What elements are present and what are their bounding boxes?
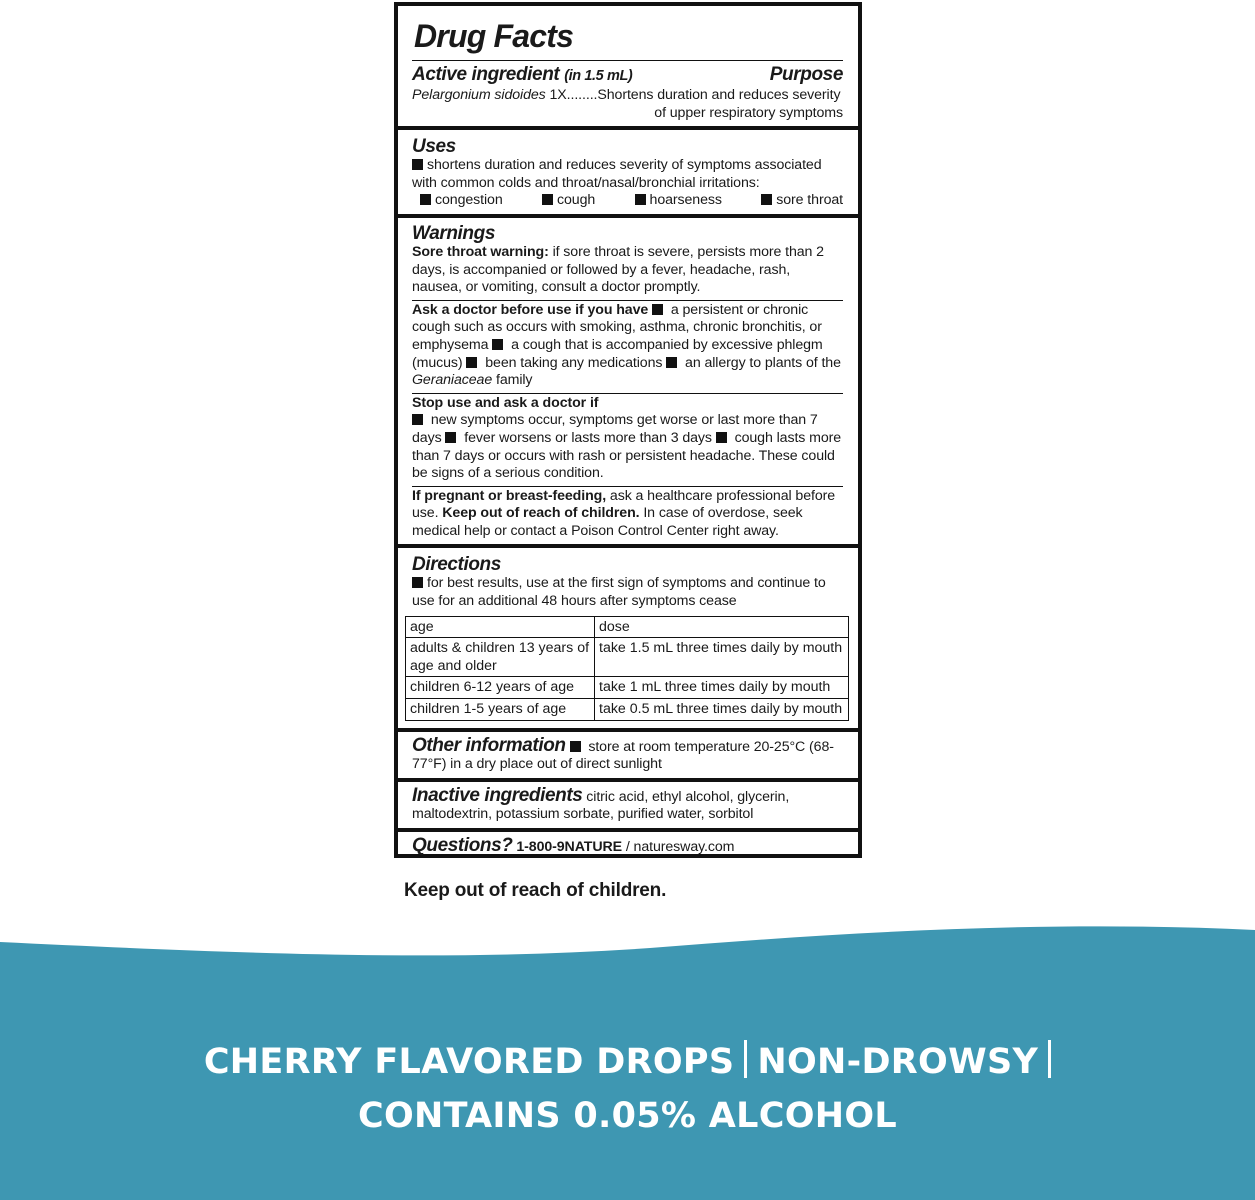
- table-cell-age: children 1-5 years of age: [406, 699, 595, 721]
- bullet-square-icon: [412, 577, 423, 588]
- questions-phone: 1-800-9NATURE: [512, 839, 623, 855]
- directions-section: [398, 548, 858, 731]
- active-heading-text: Active ingredient: [412, 64, 560, 85]
- plant-family: Geraniaceae: [412, 372, 493, 389]
- ingredient-strength: 1X........Shortens duration and reduces severity: [549, 87, 841, 103]
- table-cell-dose: take 0.5 mL three times daily by mouth: [595, 699, 849, 721]
- uses-heading: Uses: [412, 136, 456, 158]
- uses-item: [635, 192, 722, 210]
- table-header-cell: dose: [595, 616, 849, 638]
- bullet-square-icon: [492, 339, 503, 350]
- uses-item: [420, 192, 503, 210]
- table-cell-dose: take 1.5 mL three times daily by mouth: [595, 638, 849, 677]
- sore-throat-label: Sore throat warning:: [412, 243, 549, 260]
- uses-item: [761, 192, 843, 210]
- bullet-square-icon: [445, 432, 456, 443]
- active-amount: (in 1.5 mL): [564, 68, 633, 84]
- warnings-heading: Warnings: [412, 222, 496, 244]
- bullet-square-icon: [635, 194, 646, 205]
- bullet-square-icon: [716, 432, 727, 443]
- inactive-ingredients-heading: Inactive ingredients: [412, 784, 583, 806]
- stop-use-warning: [412, 393, 843, 483]
- other-information-section: [398, 732, 858, 782]
- overdose-text: In case of overdose, seek medical help or contact a Poison Control Center right away.: [412, 505, 803, 539]
- divider-bar: [744, 1040, 747, 1078]
- active-ingredient-section: [398, 6, 858, 130]
- directions-text: [412, 575, 843, 610]
- bullet-square-icon: [466, 357, 477, 368]
- inactive-ingredients-text: [412, 785, 843, 824]
- bullet-square-icon: [412, 159, 423, 170]
- warnings-section: [398, 218, 858, 549]
- questions-section: [398, 832, 858, 862]
- bullet-square-icon: [542, 194, 553, 205]
- banner-line-1: [0, 1035, 1255, 1089]
- pregnancy-text: ask a healthcare professional before use.: [412, 487, 836, 522]
- active-ingredient-heading: [412, 64, 632, 87]
- bullet-square-icon: [420, 194, 431, 205]
- ask-item: an allergy to plants of the: [681, 354, 841, 371]
- bullet-square-icon: [412, 414, 423, 425]
- ask-item: been taking any medications: [481, 354, 663, 371]
- banner-flavor-text: CHERRY FLAVORED DROPS: [203, 1042, 735, 1082]
- active-ingredient-line: [412, 87, 843, 105]
- stop-item: new symptoms occur, symptoms get worse or last more than 7 days: [412, 412, 818, 446]
- table-row: [406, 638, 849, 677]
- flavor-banner: [0, 1035, 1255, 1143]
- table-header-row: [406, 616, 849, 638]
- other-information-text: [412, 735, 843, 774]
- purpose-heading: Purpose: [769, 64, 843, 85]
- active-ingredient-header: [412, 64, 843, 87]
- other-information-heading: Other information: [412, 734, 566, 756]
- directions-heading: Directions: [412, 554, 501, 576]
- sore-throat-warning: [412, 244, 843, 297]
- bullet-square-icon: [761, 194, 772, 205]
- uses-item: [542, 192, 595, 210]
- ask-doctor-warning: [412, 300, 843, 390]
- table-row: [406, 699, 849, 721]
- stop-use-label: Stop use and ask a doctor if: [412, 394, 599, 411]
- uses-list: [412, 192, 843, 210]
- bullet-square-icon: [570, 741, 581, 752]
- table-cell-age: adults & children 13 years of age and older: [406, 638, 595, 677]
- ask-item: a persistent or chronic cough such as occurs with smoking, asthma, chronic bronchitis, or emphysema: [412, 301, 822, 353]
- other-information-body: store at room temperature 20-25°C (68-77°F) in a dry place out of direct sunlight: [412, 738, 834, 773]
- stop-item: fever worsens or lasts more than 3 days: [460, 429, 712, 446]
- keep-out-label: Keep out of reach of children.: [442, 505, 640, 522]
- ingredient-name: Pelargonium sidoides: [412, 87, 546, 103]
- questions-website: / naturesway.com: [622, 839, 735, 855]
- uses-section: [398, 130, 858, 218]
- ask-item: a cough that is accompanied by excessive phlegm (mucus): [412, 336, 823, 371]
- uses-item-label: cough: [557, 192, 596, 209]
- divider-bar: [1048, 1040, 1051, 1078]
- table-cell-dose: take 1 mL three times daily by mouth: [595, 677, 849, 699]
- inactive-ingredients-section: [398, 782, 858, 832]
- table-header-cell: age: [406, 616, 595, 638]
- ask-doctor-label: Ask a doctor before use if you have: [412, 301, 649, 318]
- banner-line-2: CONTAINS 0.05% ALCOHOL: [357, 1096, 898, 1136]
- directions-description: for best results, use at the first sign of symptoms and continue to use for an additional 48 hours after symptoms cease: [412, 575, 826, 610]
- uses-item-label: sore throat: [776, 192, 843, 209]
- purpose-continued: of upper respiratory symptoms: [654, 104, 843, 121]
- uses-description: shortens duration and reduces severity of symptoms associated with common colds and throat/nasal/bronchial irritations:: [412, 157, 822, 191]
- pregnancy-warning: [412, 486, 843, 541]
- uses-text: [412, 157, 843, 192]
- drug-facts-title: Drug Facts: [412, 10, 843, 61]
- drug-facts-panel: [394, 2, 862, 858]
- uses-item-label: hoarseness: [649, 192, 722, 209]
- keep-out-of-reach-notice: Keep out of reach of children.: [404, 880, 667, 901]
- dosage-table: [405, 616, 849, 721]
- bullet-square-icon: [652, 304, 663, 315]
- table-cell-age: children 6-12 years of age: [406, 677, 595, 699]
- questions-heading: Questions?: [412, 835, 513, 856]
- questions-text: [412, 835, 843, 857]
- inactive-ingredients-body: citric acid, ethyl alcohol, glycerin, maltodextrin, potassium sorbate, purified water, sorbitol: [412, 788, 790, 823]
- sore-throat-text: if sore throat is severe, persists more than 2 days, is accompanied or followed by a fever, headache, rash, nausea, or vomiting, consult a doctor promptly.: [412, 243, 824, 296]
- bullet-square-icon: [666, 357, 677, 368]
- pregnancy-label: If pregnant or breast-feeding,: [412, 487, 607, 504]
- uses-item-label: congestion: [435, 192, 503, 209]
- table-row: [406, 677, 849, 699]
- ask-item-end: family: [492, 372, 533, 389]
- banner-non-drowsy-text: NON-DROWSY: [757, 1042, 1039, 1082]
- stop-item: cough lasts more than 7 days or occurs with rash or persistent headache. These could be signs of a serious condition.: [412, 429, 842, 482]
